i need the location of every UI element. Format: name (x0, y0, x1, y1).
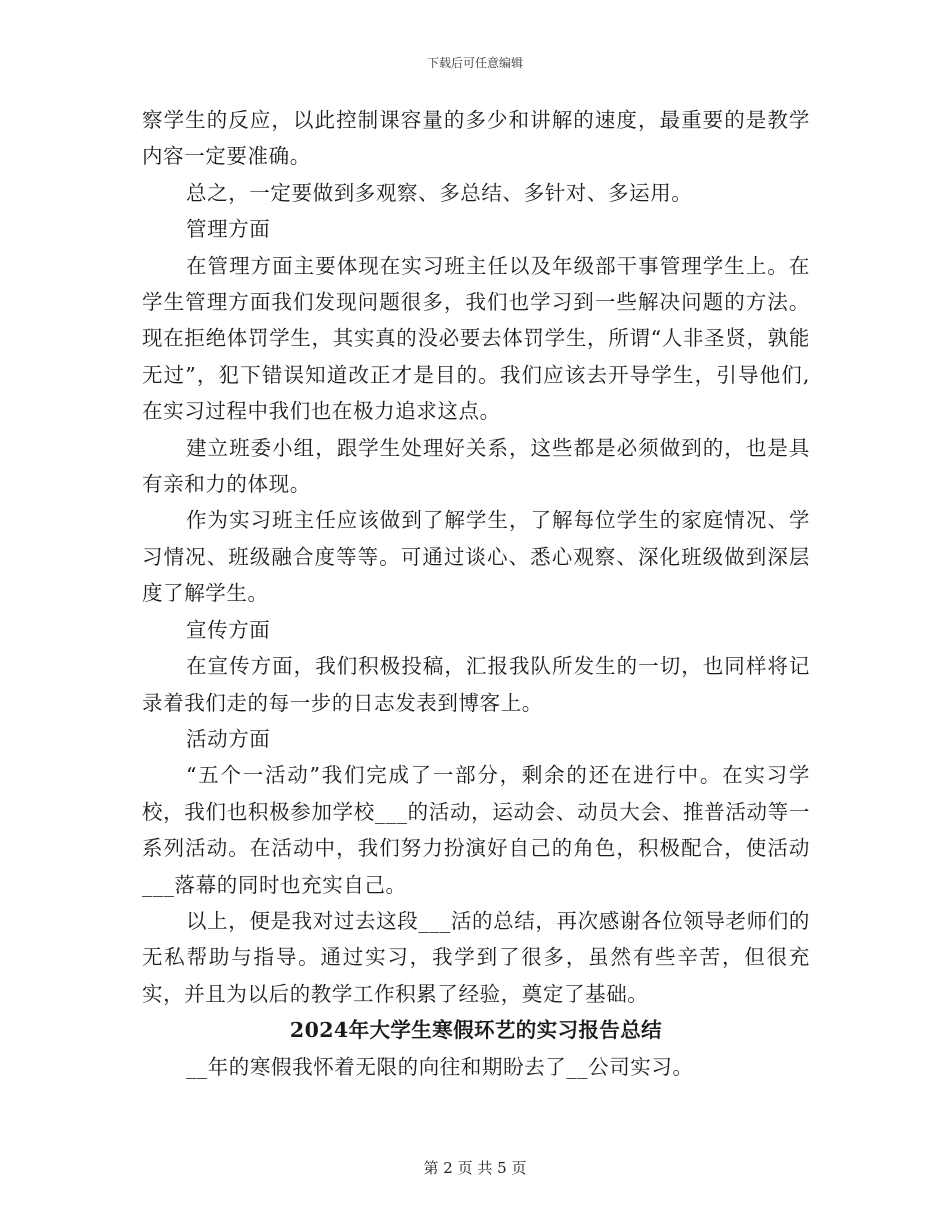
document-body (142, 102, 810, 1085)
paragraph-1: 察学生的反应，以此控制课容量的多少和讲解的速度，最重要的是教学内容一定要准确。 (142, 108, 810, 169)
section-title: 2024年大学生寒假环艺的实习报告总结 (289, 1018, 663, 1043)
page-header: 下载后可任意编辑 (426, 56, 523, 70)
paragraph-9: __年的寒假我怀着无限的向往和期盼去了__公司实习。 (186, 1054, 694, 1079)
paragraph-7: “五个一活动”我们完成了一部分，剩余的还在进行中。在实习学校，我们也积极参加学校___的活动，运动会、动员大会、推普活动等一系列活动。在活动中，我们努力扮演好自己的角色，积极配合，使活动___落幕的同时也充实自己。 (142, 763, 810, 897)
paragraph-6: 在宣传方面，我们积极投稿，汇报我队所发生的一切，也同样将记录着我们走的每一步的日志发表到博客上。 (142, 654, 810, 715)
paragraph-3: 在管理方面主要体现在实习班主任以及年级部干事管理学生上。在学生管理方面我们发现问题很多，我们也学习到一些解决问题的方法。现在拒绝体罚学生，其实真的没必要去体罚学生，所谓“人非圣贤，孰能无过”，犯下错误知道改正才是目的。我们应该去开导学生，引导他们,在实习过程中我们也在极力追求这点。 (142, 253, 810, 424)
paragraph-5: 作为实习班主任应该做到了解学生，了解每位学生的家庭情况、学习情况、班级融合度等等。可通过谈心、悉心观察、深化班级做到深层度了解学生。 (142, 508, 810, 606)
paragraph-8: 以上，便是我对过去这段___活的总结，再次感谢各位领导老师们的无私帮助与指导。通过实习，我学到了很多，虽然有些辛苦，但很充实，并且为以后的教学工作积累了经验，奠定了基础。 (142, 908, 810, 1006)
paragraph-2: 总之，一定要做到多观察、多总结、多针对、多运用。 (186, 180, 693, 205)
heading-activities: 活动方面 (186, 726, 271, 751)
heading-publicity: 宣传方面 (186, 617, 271, 642)
heading-management: 管理方面 (186, 217, 271, 242)
page-footer: 第 2 页 共 5 页 (423, 1159, 527, 1177)
paragraph-4: 建立班委小组，跟学生处理好关系，这些都是必须做到的，也是具有亲和力的体现。 (142, 435, 810, 497)
